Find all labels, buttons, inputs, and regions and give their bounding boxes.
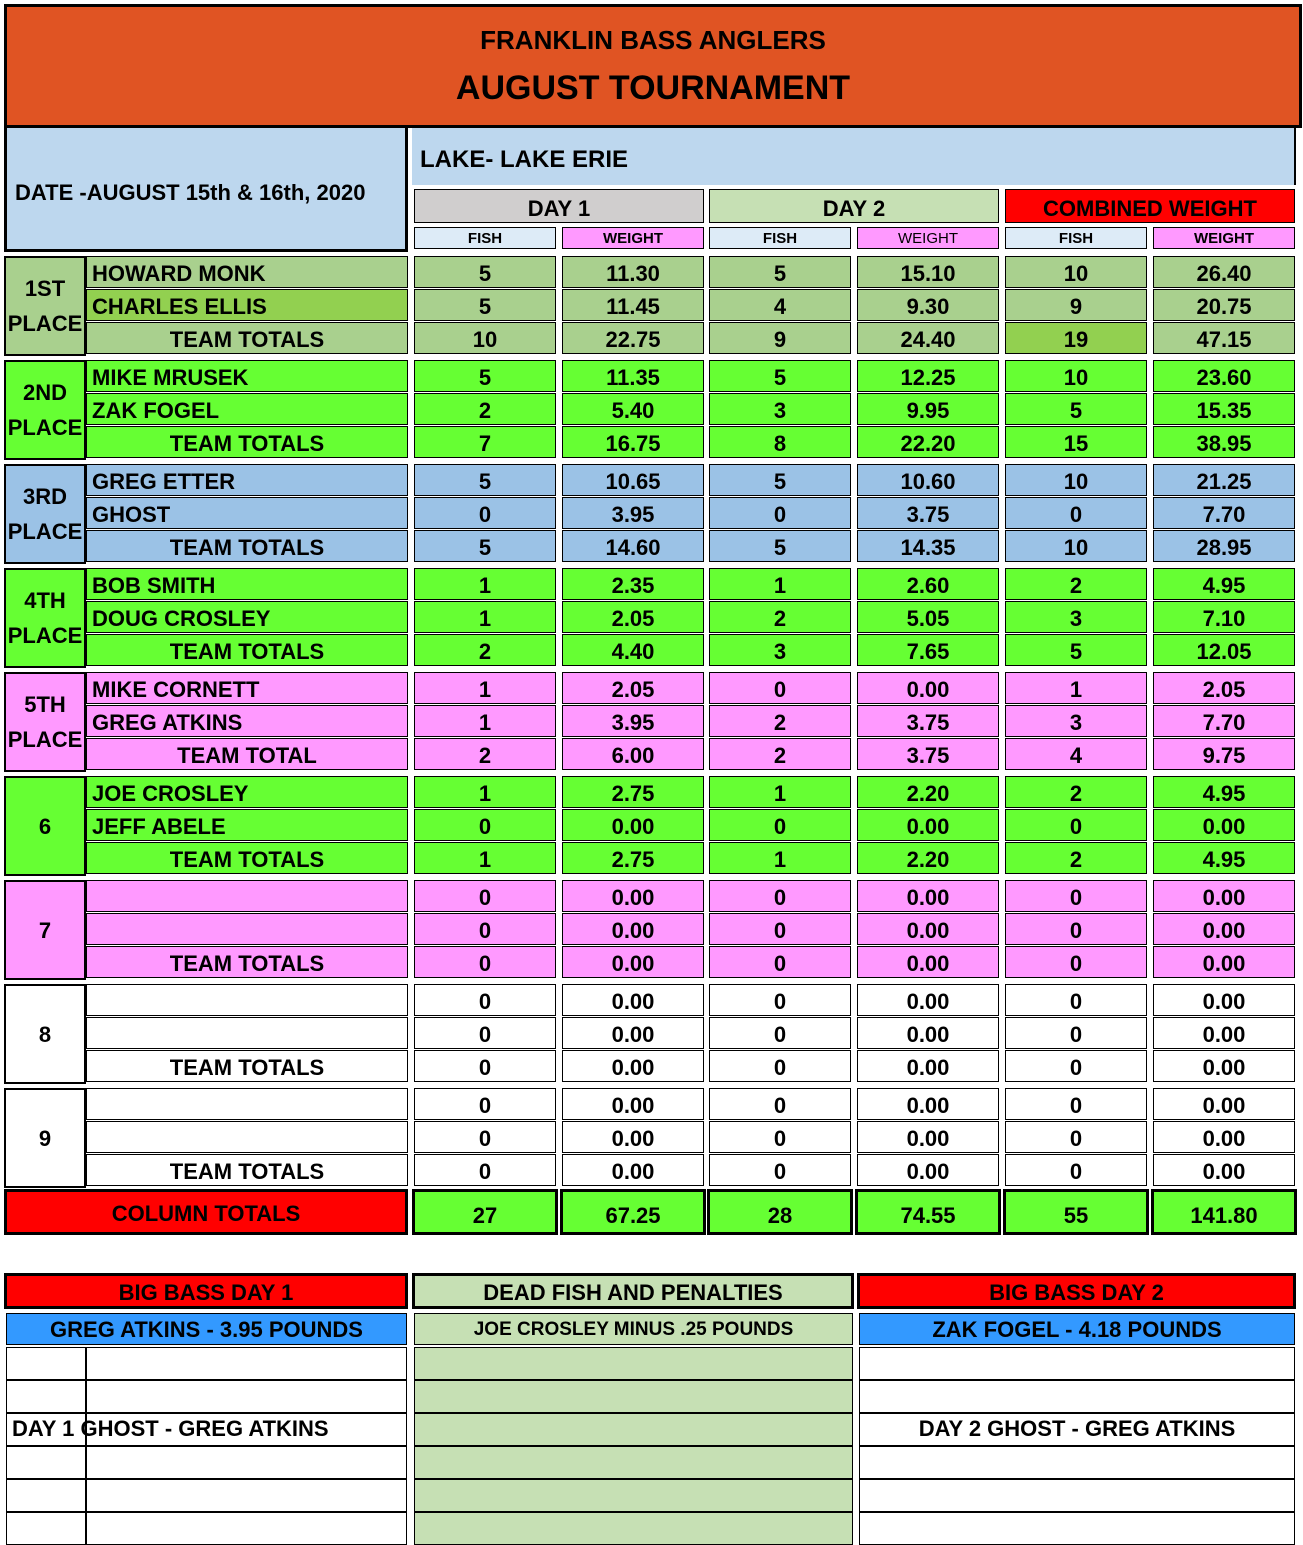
day1-fish-header[interactable]: FISH: [414, 227, 556, 249]
day1-weight-cell[interactable]: 0.00: [562, 809, 704, 841]
day1-weight-cell[interactable]: 0.00: [562, 984, 704, 1016]
day1-weight-header[interactable]: WEIGHT: [562, 227, 704, 249]
lake-name: LAKE- LAKE ERIE: [420, 146, 629, 173]
team-total-label[interactable]: TEAM TOTALS: [86, 634, 408, 666]
angler-name[interactable]: [86, 913, 408, 945]
combined-weight-cell[interactable]: 2.05: [1153, 672, 1295, 704]
column-total-day1-fish[interactable]: 27: [412, 1189, 558, 1235]
angler-name[interactable]: DOUG CROSLEY: [86, 601, 408, 633]
angler-name[interactable]: MIKE CORNETT: [86, 672, 408, 704]
combined-weight-cell[interactable]: 21.25: [1153, 464, 1295, 496]
angler-name[interactable]: BOB SMITH: [86, 568, 408, 600]
day1-fish-cell[interactable]: 0: [414, 1121, 556, 1153]
day1-fish-cell[interactable]: 5: [414, 360, 556, 392]
place-label[interactable]: 5TH PLACE: [4, 672, 86, 772]
combined-weight-cell[interactable]: 0.00: [1153, 1017, 1295, 1049]
angler-name[interactable]: HOWARD MONK: [86, 256, 408, 288]
day1-fish-cell[interactable]: 0: [414, 1017, 556, 1049]
day1-weight-cell[interactable]: 22.75: [562, 322, 704, 354]
day1-weight-cell[interactable]: 0.00: [562, 913, 704, 945]
combined-weight-cell[interactable]: 4.95: [1153, 842, 1295, 874]
penalties-header[interactable]: DEAD FISH AND PENALTIES: [412, 1273, 854, 1309]
tournament-name: AUGUST TOURNAMENT: [455, 69, 851, 107]
place-label[interactable]: 4TH PLACE: [4, 568, 86, 668]
day2-fish-cell[interactable]: 5: [709, 464, 851, 496]
team-total-label[interactable]: TEAM TOTAL: [86, 738, 408, 770]
day2-weight-cell[interactable]: 0.00: [857, 809, 999, 841]
combined-weight-cell[interactable]: 4.95: [1153, 568, 1295, 600]
day1-fish-cell[interactable]: 1: [414, 568, 556, 600]
day2-fish-cell[interactable]: 0: [709, 1154, 851, 1186]
combined-weight-cell[interactable]: 0.00: [1153, 946, 1295, 978]
combined-fish-cell[interactable]: 0: [1005, 913, 1147, 945]
day1-fish-cell[interactable]: 5: [414, 256, 556, 288]
angler-name[interactable]: [86, 880, 408, 912]
day1-weight-cell[interactable]: 0.00: [562, 1050, 704, 1082]
day1-fish-cell[interactable]: 1: [414, 776, 556, 808]
day2-note-cell[interactable]: [859, 1446, 1295, 1479]
day2-weight-cell[interactable]: 0.00: [857, 1154, 999, 1186]
day1-weight-cell[interactable]: 10.65: [562, 464, 704, 496]
day1-weight-cell[interactable]: 3.95: [562, 705, 704, 737]
day2-weight-cell[interactable]: 24.40: [857, 322, 999, 354]
day1-note-cell[interactable]: [86, 1380, 407, 1413]
place-label[interactable]: 1ST PLACE: [4, 256, 86, 356]
angler-name[interactable]: [86, 984, 408, 1016]
day2-weight-cell[interactable]: 2.20: [857, 776, 999, 808]
team-total-label[interactable]: TEAM TOTALS: [86, 1154, 408, 1186]
day2-ghost-note: DAY 2 GHOST - GREG ATKINS: [918, 1416, 1236, 1441]
angler-name[interactable]: JOE CROSLEY: [86, 776, 408, 808]
combined-weight-cell[interactable]: 47.15: [1153, 322, 1295, 354]
day1-weight-cell[interactable]: 2.35: [562, 568, 704, 600]
combined-weight-cell[interactable]: 15.35: [1153, 393, 1295, 425]
angler-name[interactable]: GREG ETTER: [86, 464, 408, 496]
team-total-label[interactable]: TEAM TOTALS: [86, 842, 408, 874]
left-index-cell[interactable]: [6, 1380, 86, 1413]
day2-fish-cell[interactable]: 1: [709, 776, 851, 808]
column-total-day2-fish[interactable]: 28: [707, 1189, 853, 1235]
day1-fish-cell[interactable]: 0: [414, 946, 556, 978]
team-total-label[interactable]: TEAM TOTALS: [86, 322, 408, 354]
day1-fish-cell[interactable]: 2: [414, 393, 556, 425]
day2-weight-cell[interactable]: 0.00: [857, 1050, 999, 1082]
day1-weight-cell[interactable]: 0.00: [562, 946, 704, 978]
combined-weight-cell[interactable]: 7.70: [1153, 705, 1295, 737]
combined-fish-cell[interactable]: 10: [1005, 530, 1147, 562]
column-total-day2-weight[interactable]: 74.55: [855, 1189, 1001, 1235]
date-cell[interactable]: [4, 125, 408, 252]
day2-weight-cell[interactable]: 0.00: [857, 984, 999, 1016]
combined-fish-cell[interactable]: 2: [1005, 842, 1147, 874]
day2-weight-cell[interactable]: 5.05: [857, 601, 999, 633]
angler-name[interactable]: CHARLES ELLIS: [86, 289, 408, 321]
day1-weight-cell[interactable]: 0.00: [562, 1154, 704, 1186]
day1-weight-cell[interactable]: 4.40: [562, 634, 704, 666]
day2-fish-cell[interactable]: 0: [709, 1088, 851, 1120]
angler-name[interactable]: ZAK FOGEL: [86, 393, 408, 425]
day1-weight-cell[interactable]: 11.45: [562, 289, 704, 321]
day1-weight-cell[interactable]: 2.05: [562, 601, 704, 633]
penalty-note-cell[interactable]: [414, 1479, 853, 1512]
day1-note-cell[interactable]: [86, 1446, 407, 1479]
day2-fish-cell[interactable]: 0: [709, 1050, 851, 1082]
day1-weight-cell[interactable]: 0.00: [562, 1121, 704, 1153]
day1-fish-cell[interactable]: 0: [414, 1088, 556, 1120]
combined-weight-cell[interactable]: 0.00: [1153, 880, 1295, 912]
day2-weight-header[interactable]: WEIGHT: [857, 227, 999, 249]
penalty-note-cell[interactable]: [414, 1446, 853, 1479]
day2-weight-cell[interactable]: 0.00: [857, 1088, 999, 1120]
day2-fish-cell[interactable]: 2: [709, 705, 851, 737]
big-bass-day1-header[interactable]: BIG BASS DAY 1: [4, 1273, 408, 1309]
day2-weight-cell[interactable]: 7.65: [857, 634, 999, 666]
club-name: FRANKLIN BASS ANGLERS: [480, 25, 826, 55]
day1-header[interactable]: DAY 1: [414, 189, 704, 223]
day2-fish-cell[interactable]: 9: [709, 322, 851, 354]
day2-weight-cell[interactable]: 0.00: [857, 880, 999, 912]
day1-weight-cell[interactable]: 6.00: [562, 738, 704, 770]
combined-weight-cell[interactable]: 0.00: [1153, 1050, 1295, 1082]
team-total-label[interactable]: TEAM TOTALS: [86, 1050, 408, 1082]
day2-note-cell[interactable]: [859, 1512, 1295, 1545]
combined-weight-cell[interactable]: 7.70: [1153, 497, 1295, 529]
combined-fish-cell[interactable]: 9: [1005, 289, 1147, 321]
day2-fish-cell[interactable]: 5: [709, 256, 851, 288]
title-banner: [4, 4, 1302, 128]
day1-weight-cell[interactable]: 11.35: [562, 360, 704, 392]
day2-fish-cell[interactable]: 2: [709, 601, 851, 633]
combined-weight-cell[interactable]: 0.00: [1153, 1088, 1295, 1120]
combined-fish-cell[interactable]: 0: [1005, 880, 1147, 912]
day2-fish-cell[interactable]: 5: [709, 360, 851, 392]
combined-fish-cell[interactable]: 19: [1005, 322, 1147, 354]
big-bass-day2-winner[interactable]: ZAK FOGEL - 4.18 POUNDS: [859, 1313, 1295, 1345]
combined-fish-cell[interactable]: 0: [1005, 984, 1147, 1016]
combined-weight-cell[interactable]: 0.00: [1153, 1154, 1295, 1186]
day1-note-cell[interactable]: [86, 1479, 407, 1512]
place-label[interactable]: 3RD PLACE: [4, 464, 86, 564]
combined-weight-cell[interactable]: 23.60: [1153, 360, 1295, 392]
day2-fish-cell[interactable]: 0: [709, 809, 851, 841]
place-label[interactable]: 7: [4, 880, 86, 980]
combined-fish-cell[interactable]: 0: [1005, 1088, 1147, 1120]
column-total-day1-weight[interactable]: 67.25: [560, 1189, 706, 1235]
day2-fish-cell[interactable]: 5: [709, 530, 851, 562]
combined-fish-cell[interactable]: 5: [1005, 634, 1147, 666]
day1-weight-cell[interactable]: 14.60: [562, 530, 704, 562]
day1-weight-cell[interactable]: 2.75: [562, 776, 704, 808]
combined-weight-cell[interactable]: 12.05: [1153, 634, 1295, 666]
day1-fish-cell[interactable]: 5: [414, 289, 556, 321]
day2-fish-cell[interactable]: 1: [709, 568, 851, 600]
combined-fish-cell[interactable]: 1: [1005, 672, 1147, 704]
day2-fish-cell[interactable]: 3: [709, 634, 851, 666]
team-total-label[interactable]: TEAM TOTALS: [86, 426, 408, 458]
day1-fish-cell[interactable]: 0: [414, 913, 556, 945]
combined-fish-cell[interactable]: 3: [1005, 705, 1147, 737]
day1-fish-cell[interactable]: 0: [414, 880, 556, 912]
day1-fish-cell[interactable]: 5: [414, 530, 556, 562]
combined-weight-cell[interactable]: 28.95: [1153, 530, 1295, 562]
combined-weight-cell[interactable]: 26.40: [1153, 256, 1295, 288]
combined-fish-cell[interactable]: 2: [1005, 776, 1147, 808]
day2-fish-cell[interactable]: 3: [709, 393, 851, 425]
day1-fish-cell[interactable]: 1: [414, 842, 556, 874]
day2-weight-cell[interactable]: 2.60: [857, 568, 999, 600]
day2-fish-cell[interactable]: 0: [709, 497, 851, 529]
day2-weight-cell[interactable]: 0.00: [857, 672, 999, 704]
day2-header[interactable]: DAY 2: [709, 189, 999, 223]
left-index-cell[interactable]: [6, 1512, 86, 1545]
day2-weight-cell[interactable]: 9.30: [857, 289, 999, 321]
day1-note-cell[interactable]: [86, 1512, 407, 1545]
day2-weight-cell[interactable]: 0.00: [857, 1017, 999, 1049]
combined-fish-cell[interactable]: 0: [1005, 1121, 1147, 1153]
combined-fish-cell[interactable]: 10: [1005, 360, 1147, 392]
combined-weight-cell[interactable]: 9.75: [1153, 738, 1295, 770]
place-label[interactable]: 6: [4, 776, 86, 876]
day1-weight-cell[interactable]: 0.00: [562, 1088, 704, 1120]
day2-fish-cell[interactable]: 0: [709, 946, 851, 978]
combined-weight-cell[interactable]: 0.00: [1153, 1121, 1295, 1153]
day2-weight-cell[interactable]: 0.00: [857, 1121, 999, 1153]
combined-fish-cell[interactable]: 0: [1005, 497, 1147, 529]
day2-note-cell[interactable]: [859, 1347, 1295, 1380]
combined-fish-cell[interactable]: 3: [1005, 601, 1147, 633]
day1-fish-cell[interactable]: 1: [414, 601, 556, 633]
day2-weight-cell[interactable]: 3.75: [857, 705, 999, 737]
column-total-combined-fish[interactable]: 55: [1003, 1189, 1149, 1235]
lake-cell[interactable]: [412, 125, 1296, 185]
day1-fish-cell[interactable]: 10: [414, 322, 556, 354]
day2-note-cell[interactable]: [859, 1380, 1295, 1413]
combined-fish-cell[interactable]: 4: [1005, 738, 1147, 770]
combined-weight-subheader[interactable]: WEIGHT: [1153, 227, 1295, 249]
day1-fish-cell[interactable]: 1: [414, 705, 556, 737]
day2-weight-cell[interactable]: 2.20: [857, 842, 999, 874]
penalty-entry[interactable]: JOE CROSLEY MINUS .25 POUNDS: [414, 1313, 853, 1345]
day1-ghost-note: DAY 1 GHOST - GREG ATKINS: [12, 1416, 329, 1441]
day2-fish-cell[interactable]: 0: [709, 913, 851, 945]
angler-name[interactable]: MIKE MRUSEK: [86, 360, 408, 392]
penalty-note-cell[interactable]: [414, 1347, 853, 1380]
day2-fish-cell[interactable]: 0: [709, 984, 851, 1016]
day1-fish-cell[interactable]: 7: [414, 426, 556, 458]
combined-fish-cell[interactable]: 2: [1005, 568, 1147, 600]
day2-fish-cell[interactable]: 0: [709, 672, 851, 704]
place-label[interactable]: 2ND PLACE: [4, 360, 86, 460]
combined-weight-header[interactable]: COMBINED WEIGHT: [1005, 189, 1295, 223]
day1-weight-cell[interactable]: 0.00: [562, 1017, 704, 1049]
combined-weight-cell[interactable]: 0.00: [1153, 984, 1295, 1016]
day2-fish-cell[interactable]: 0: [709, 880, 851, 912]
day1-weight-cell[interactable]: 16.75: [562, 426, 704, 458]
day2-fish-cell[interactable]: 0: [709, 1017, 851, 1049]
angler-name[interactable]: GREG ATKINS: [86, 705, 408, 737]
day1-weight-cell[interactable]: 2.05: [562, 672, 704, 704]
day2-weight-cell[interactable]: 12.25: [857, 360, 999, 392]
day1-fish-cell[interactable]: 0: [414, 809, 556, 841]
day1-fish-cell[interactable]: 0: [414, 1050, 556, 1082]
column-totals-label[interactable]: COLUMN TOTALS: [4, 1189, 408, 1235]
day1-weight-cell[interactable]: 0.00: [562, 880, 704, 912]
day1-fish-cell[interactable]: 2: [414, 634, 556, 666]
team-total-label[interactable]: TEAM TOTALS: [86, 946, 408, 978]
day2-fish-header[interactable]: FISH: [709, 227, 851, 249]
penalty-note-cell[interactable]: [414, 1380, 853, 1413]
day2-fish-cell[interactable]: 0: [709, 1121, 851, 1153]
column-total-combined-weight[interactable]: 141.80: [1151, 1189, 1297, 1235]
penalty-note-cell[interactable]: [414, 1512, 853, 1545]
day2-fish-cell[interactable]: 4: [709, 289, 851, 321]
day1-note-cell[interactable]: [86, 1347, 407, 1380]
combined-fish-cell[interactable]: 10: [1005, 464, 1147, 496]
angler-name[interactable]: [86, 1017, 408, 1049]
combined-weight-cell[interactable]: 20.75: [1153, 289, 1295, 321]
combined-fish-cell[interactable]: 5: [1005, 393, 1147, 425]
combined-fish-cell[interactable]: 10: [1005, 256, 1147, 288]
combined-fish-header[interactable]: FISH: [1005, 227, 1147, 249]
day2-weight-cell[interactable]: 15.10: [857, 256, 999, 288]
big-bass-day2-header[interactable]: BIG BASS DAY 2: [857, 1273, 1296, 1309]
day1-weight-cell[interactable]: 11.30: [562, 256, 704, 288]
day2-weight-cell[interactable]: 9.95: [857, 393, 999, 425]
penalty-note-cell[interactable]: [414, 1413, 853, 1446]
day2-weight-cell[interactable]: 22.20: [857, 426, 999, 458]
combined-fish-cell[interactable]: 0: [1005, 1154, 1147, 1186]
day2-weight-cell[interactable]: 3.75: [857, 738, 999, 770]
combined-fish-cell[interactable]: 0: [1005, 946, 1147, 978]
combined-fish-cell[interactable]: 15: [1005, 426, 1147, 458]
combined-weight-cell[interactable]: 0.00: [1153, 809, 1295, 841]
combined-fish-cell[interactable]: 0: [1005, 1017, 1147, 1049]
angler-name[interactable]: [86, 1121, 408, 1153]
left-index-cell[interactable]: [6, 1347, 86, 1380]
place-label[interactable]: 8: [4, 984, 86, 1084]
day2-fish-cell[interactable]: 1: [709, 842, 851, 874]
day1-weight-cell[interactable]: 5.40: [562, 393, 704, 425]
day1-fish-cell[interactable]: 0: [414, 984, 556, 1016]
combined-weight-cell[interactable]: 0.00: [1153, 913, 1295, 945]
angler-name[interactable]: [86, 1088, 408, 1120]
day1-fish-cell[interactable]: 2: [414, 738, 556, 770]
day2-weight-cell[interactable]: 0.00: [857, 946, 999, 978]
combined-weight-cell[interactable]: 4.95: [1153, 776, 1295, 808]
day2-weight-cell[interactable]: 10.60: [857, 464, 999, 496]
left-index-cell[interactable]: [6, 1446, 86, 1479]
big-bass-day1-winner[interactable]: GREG ATKINS - 3.95 POUNDS: [6, 1313, 407, 1345]
combined-weight-cell[interactable]: 7.10: [1153, 601, 1295, 633]
combined-fish-cell[interactable]: 0: [1005, 809, 1147, 841]
tournament-date: DATE -AUGUST 15th & 16th, 2020: [15, 180, 366, 205]
angler-name[interactable]: GHOST: [86, 497, 408, 529]
team-total-label[interactable]: TEAM TOTALS: [86, 530, 408, 562]
left-index-cell[interactable]: [6, 1479, 86, 1512]
angler-name[interactable]: JEFF ABELE: [86, 809, 408, 841]
combined-fish-cell[interactable]: 0: [1005, 1050, 1147, 1082]
day1-fish-cell[interactable]: 5: [414, 464, 556, 496]
day2-fish-cell[interactable]: 2: [709, 738, 851, 770]
day2-weight-cell[interactable]: 0.00: [857, 913, 999, 945]
combined-weight-cell[interactable]: 38.95: [1153, 426, 1295, 458]
day2-weight-cell[interactable]: 3.75: [857, 497, 999, 529]
place-label[interactable]: 9: [4, 1088, 86, 1188]
day2-fish-cell[interactable]: 8: [709, 426, 851, 458]
day2-note-cell[interactable]: [859, 1479, 1295, 1512]
day1-weight-cell[interactable]: 3.95: [562, 497, 704, 529]
day2-weight-cell[interactable]: 14.35: [857, 530, 999, 562]
day1-fish-cell[interactable]: 0: [414, 497, 556, 529]
day1-fish-cell[interactable]: 1: [414, 672, 556, 704]
day1-weight-cell[interactable]: 2.75: [562, 842, 704, 874]
day1-fish-cell[interactable]: 0: [414, 1154, 556, 1186]
